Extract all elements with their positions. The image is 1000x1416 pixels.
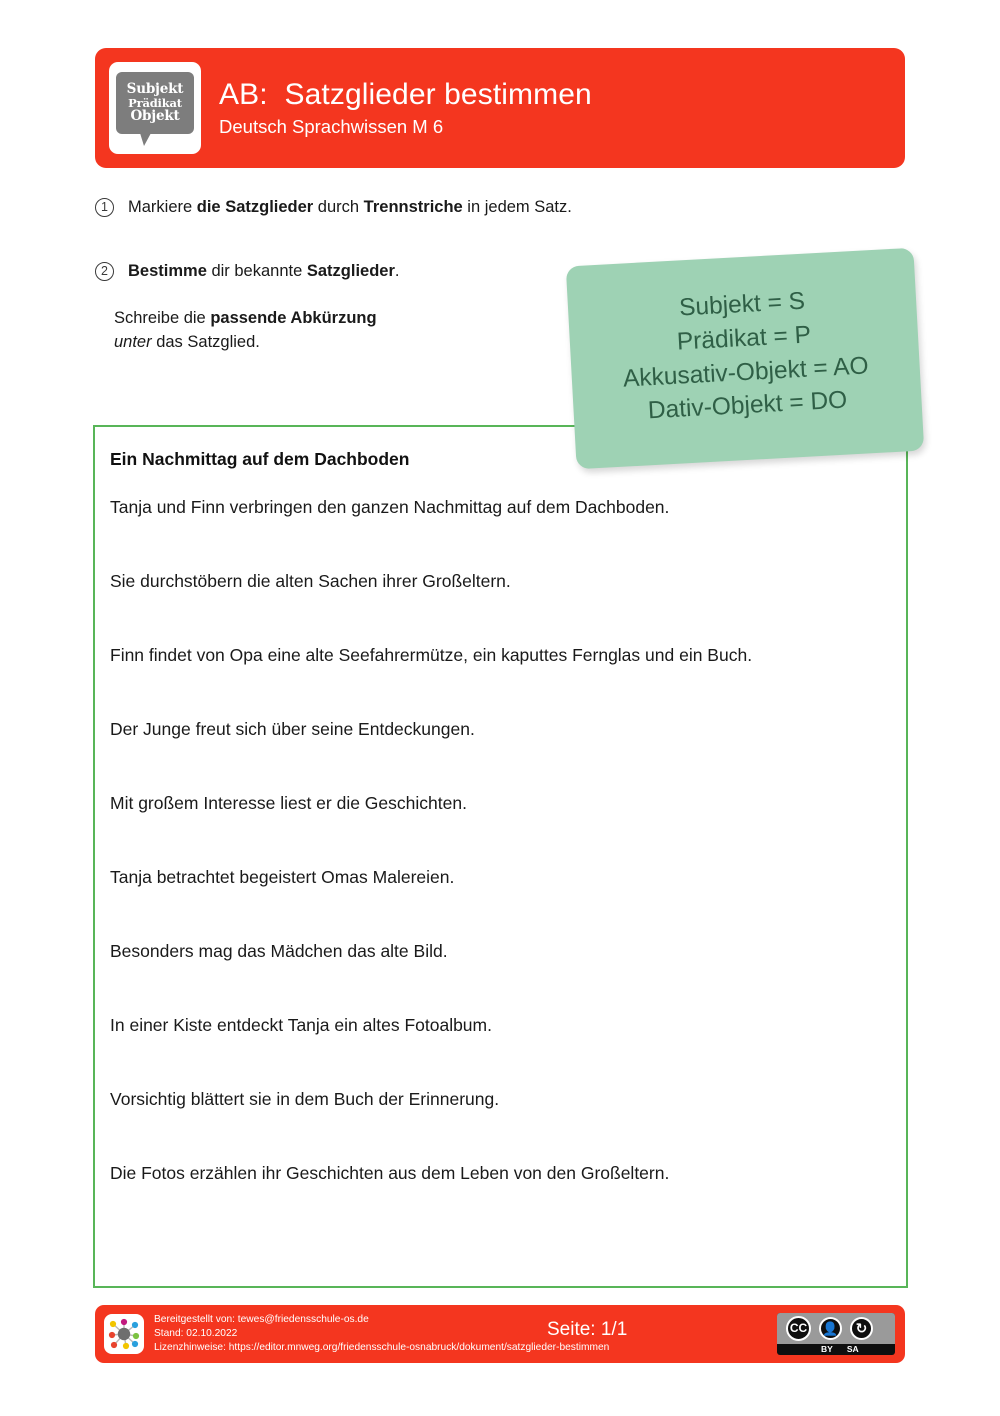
header-text-block <box>219 78 592 138</box>
exercise-sentence: In einer Kiste entdeckt Tanja ein altes Fotoalbum. <box>110 1015 492 1035</box>
exercise-sentence: Finn findet von Opa eine alte Seefahrermütze, ein kaputtes Fernglas und ein Buch. <box>110 645 753 665</box>
circled-number-2-icon: 2 <box>95 262 114 281</box>
legend-line-praedikat: Prädikat = P <box>676 321 812 356</box>
exercise-sentence: Sie durchstöbern die alten Sachen ihrer Großeltern. <box>110 571 511 591</box>
document-footer <box>95 1305 905 1363</box>
page-title: AB: Satzglieder bestimmen <box>219 78 592 112</box>
page-number: Seite: 1/1 <box>547 1319 628 1340</box>
cc-badge-icons <box>777 1313 895 1344</box>
cc-label-sa: SA <box>846 1344 859 1354</box>
footer-license-note[interactable]: Lizenzhinweise: https://editor.mnweg.org/friedensschule-osnabruck/dokument/satzglieder-bestimmen <box>154 1341 610 1353</box>
abbreviation-legend-box <box>566 248 924 470</box>
footer-date: Stand: 02.10.2022 <box>154 1328 238 1340</box>
document-header <box>95 48 905 168</box>
logo-line-praedikat: Prädikat <box>128 95 182 110</box>
logo-line-subjekt: Subjekt <box>126 81 184 98</box>
exercise-sentence: Der Junge freut sich über seine Entdeckungen. <box>110 719 475 739</box>
exercise-sentence: Tanja betrachtet begeistert Omas Malereien. <box>110 867 455 887</box>
footer-provided-by: Bereitgestellt von: tewes@friedensschule-os.de <box>154 1314 369 1326</box>
instruction-2-subtext: Schreibe die passende Abkürzung unter das Satzglied. <box>114 308 377 351</box>
exercise-content-box <box>93 425 908 1288</box>
mnweg-network-logo <box>104 1314 144 1354</box>
logo-line-objekt: Objekt <box>130 108 180 125</box>
cc-sa-share-alike-icon: ↻ <box>850 1317 873 1340</box>
cc-label-by: BY <box>821 1344 833 1354</box>
page-subtitle: Deutsch Sprachwissen M 6 <box>219 115 444 137</box>
exercise-sentence: Die Fotos erzählen ihr Geschichten aus dem Leben von den Großeltern. <box>110 1163 670 1183</box>
exercise-sentence: Mit großem Interesse liest er die Geschichten. <box>110 793 467 813</box>
story-title: Ein Nachmittag auf dem Dachboden <box>110 449 410 469</box>
instruction-2-text: Bestimme dir bekannte Satzglieder. <box>128 261 400 280</box>
instruction-1-text: Markiere die Satzglieder durch Trennstriche in jedem Satz. <box>128 198 572 216</box>
legend-line-dativ-objekt: Dativ-Objekt = DO <box>647 386 848 425</box>
exercise-sentence: Vorsichtig blättert sie in dem Buch der Erinnerung. <box>110 1089 500 1109</box>
subjekt-praedikat-objekt-logo <box>109 62 201 154</box>
circled-number-1-icon: 1 <box>95 198 114 217</box>
cc-by-person-icon: 👤 <box>819 1317 842 1340</box>
exercise-sentence: Besonders mag das Mädchen das alte Bild. <box>110 941 448 961</box>
legend-line-subjekt: Subjekt = S <box>678 287 806 322</box>
cc-badge-labels <box>777 1344 895 1355</box>
cc-logo-icon: CC <box>786 1316 811 1341</box>
creative-commons-badge[interactable] <box>777 1313 895 1355</box>
speech-bubble-icon <box>116 72 194 134</box>
exercise-sentence: Tanja und Finn verbringen den ganzen Nachmittag auf dem Dachboden. <box>110 497 670 517</box>
legend-line-akkusativ-objekt: Akkusativ-Objekt = AO <box>622 351 870 393</box>
footer-metadata <box>154 1313 609 1354</box>
sentence-list <box>110 496 906 1236</box>
instruction-item-1 <box>95 196 655 220</box>
